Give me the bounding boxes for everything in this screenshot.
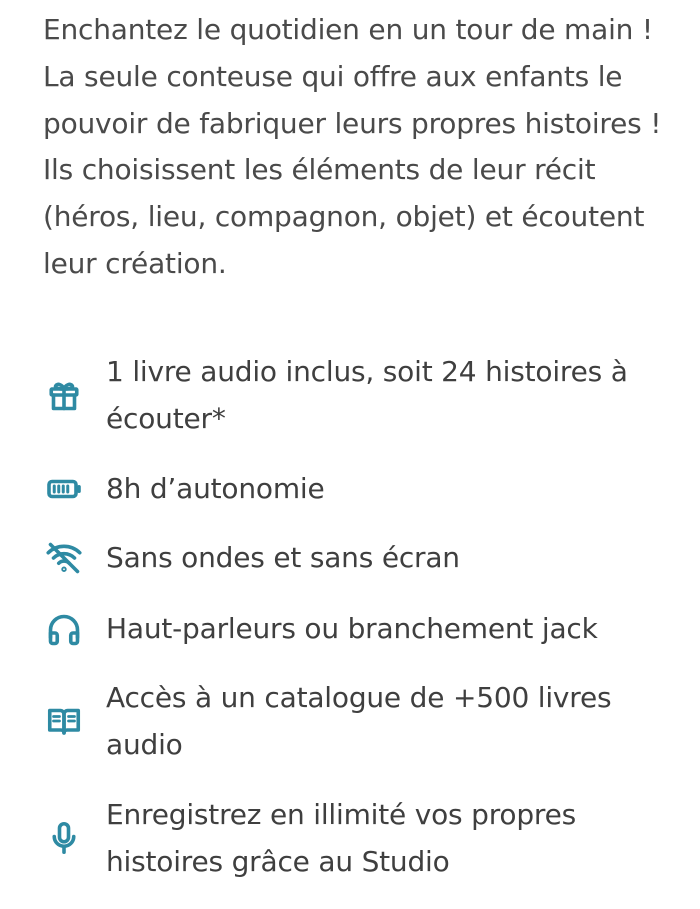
- feature-text: 8h d’autonomie: [106, 472, 325, 505]
- feature-text: Sans ondes et sans écran: [106, 541, 460, 574]
- feature-text: 1 livre audio inclus, soit 24 histoires à écouter*: [106, 355, 628, 435]
- no-wifi-icon: [44, 538, 84, 578]
- feature-text: Enregistrez en illimité vos propres histoires grâce au Studio: [106, 798, 577, 878]
- product-description: Enchantez le quotidien en un tour de main ! La seule conteuse qui offre aux enfants le pouvoir de fabriquer leurs propres histoires ! Ils choisissent les éléments de leur récit (héros, lieu, compagnon, objet) et écoutent leur création.: [43, 13, 662, 280]
- battery-icon: [44, 469, 84, 509]
- feature-text: Haut-parleurs ou branchement jack: [106, 612, 598, 645]
- headphones-icon: [44, 610, 84, 650]
- microphone-icon: [44, 818, 84, 858]
- feature-text: Accès à un catalogue de +500 livres audio: [106, 681, 612, 761]
- gift-icon: [44, 375, 84, 415]
- book-icon: [44, 701, 84, 741]
